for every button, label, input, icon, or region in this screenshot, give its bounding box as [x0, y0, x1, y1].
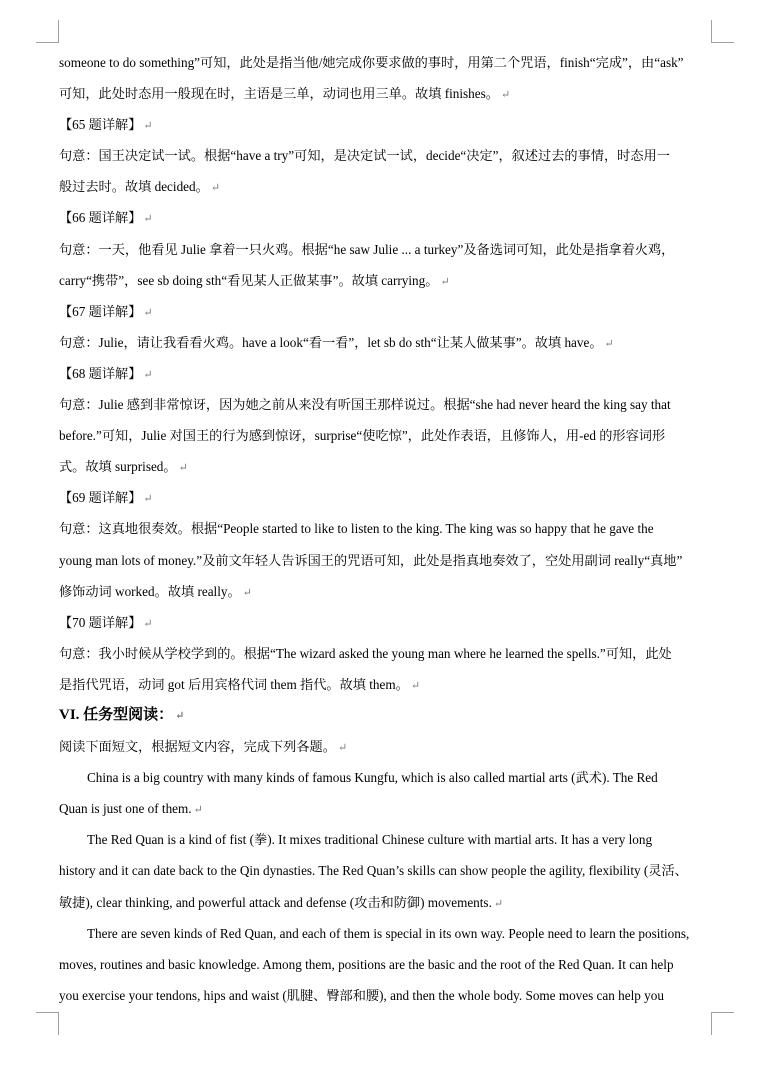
text-line [59, 824, 715, 855]
line-text: 敏捷), clear thinking, and powerful attack and defense (攻击和防御) movements. [59, 894, 492, 910]
paragraph-mark-icon: ↵ [143, 120, 153, 133]
paragraph-mark-icon: ↵ [410, 679, 421, 692]
document-body [59, 47, 715, 1011]
line-text: 修饰动词 worked。故填 really。 [59, 583, 241, 599]
text-line [59, 451, 715, 482]
paragraph-mark-icon: ↵ [604, 337, 614, 350]
text-line [59, 638, 715, 669]
text-line [59, 949, 715, 980]
paragraph-mark-icon: ↵ [242, 586, 252, 599]
line-text: young man lots of money.”及前文年轻人告诉国王的咒语可知，此处是指真地奏效了，空处用副词 really“真地” [59, 552, 683, 568]
text-line [59, 202, 715, 233]
paragraph-mark-icon: ↵ [175, 709, 185, 722]
line-text: 句意：Julie 感到非常惊讶，因为她之前从来没有听国王那样说过。根据“she had never heard the king say that [59, 397, 671, 413]
line-text: 句意：我小时候从学校学到的。根据“The wizard asked the young man where he learned the spells.”可知，此处 [59, 645, 672, 661]
text-line [59, 234, 715, 265]
line-text: 【70 题详解】 [59, 614, 142, 630]
text-line [59, 296, 715, 327]
line-text: 句意：Julie，请让我看看火鸡。have a look“看一看”，let sb do sth“让某人做某事”。故填 have。 [59, 334, 603, 350]
line-text: 式。故填 surprised。 [59, 459, 177, 475]
line-text: moves, routines and basic knowledge. Among them, positions are the basic and the root of the Red Quan. It can help [59, 956, 674, 972]
page-corner-top-left [36, 20, 59, 43]
text-line [59, 731, 715, 762]
line-text: There are seven kinds of Red Quan, and each of them is special in its own way. People need to learn the positions, [87, 925, 690, 941]
line-text: someone to do something”可知，此处是指当他/她完成你要求做的事时，用第二个咒语，finish“完成”，由“ask” [59, 55, 684, 70]
text-line [59, 855, 715, 886]
text-line [59, 793, 715, 824]
line-text: 是指代咒语，动词 got 后用宾格代词 them 指代。故填 them。 [59, 676, 409, 692]
line-text: The Red Quan is a kind of fist (拳). It mixes traditional Chinese culture with martial arts. It has a very long [87, 832, 653, 848]
text-line [59, 669, 715, 700]
text-line [59, 389, 715, 420]
paragraph-mark-icon: ↵ [143, 368, 153, 381]
paragraph-mark-icon: ↵ [143, 493, 153, 506]
line-text: you exercise your tendons, hips and waist (肌腱、臀部和腰), and then the whole body. Some moves can help you [59, 987, 664, 1003]
line-text: before.”可知，Julie 对国王的行为感到惊讶，surprise“使吃惊”，此处作表语，且修饰人，用-ed 的形容词形 [59, 428, 666, 444]
text-line [59, 420, 715, 451]
line-text: Quan is just one of them. [59, 801, 192, 817]
paragraph-mark-icon: ↵ [500, 89, 511, 102]
line-text: 【67 题详解】 [59, 303, 142, 319]
paragraph-mark-icon: ↵ [178, 462, 188, 475]
text-line [59, 980, 715, 1011]
paragraph-mark-icon: ↵ [210, 182, 221, 195]
text-line [59, 513, 715, 544]
line-text: VI. 任务型阅读： [59, 706, 174, 723]
line-text: 【65 题详解】 [59, 117, 142, 133]
line-text: history and it can date back to the Qin dynasties. The Red Quan’s skills can show people the agility, flexibility (灵活、 [59, 863, 688, 879]
text-line [59, 545, 715, 576]
line-text: 阅读下面短文，根据短文内容，完成下列各题。 [59, 739, 336, 755]
text-line [59, 607, 715, 638]
paragraph-mark-icon: ↵ [337, 742, 348, 755]
text-line [59, 482, 715, 513]
paragraph-mark-icon: ↵ [493, 897, 504, 910]
line-text: 可知，此处时态用一般现在时，主语是三单，动词也用三单。故填 finishes。 [59, 86, 499, 102]
line-text: 句意：国王决定试一试。根据“have a try”可知，是决定试一试，decide“决定”，叙述过去的事情，时态用一 [59, 148, 670, 164]
line-text: 句意：一天，他看见 Julie 拿着一只火鸡。根据“he saw Julie ... a turkey”及备选词可知，此处是指拿着火鸡， [59, 241, 675, 257]
text-line [59, 109, 715, 140]
text-line [59, 171, 715, 202]
text-line [59, 140, 715, 171]
line-text: 句意：这真地很奏效。根据“People started to like to listen to the king. The king was so happy that he gave the [59, 521, 654, 537]
paragraph-mark-icon: ↵ [440, 275, 450, 288]
line-text: 【66 题详解】 [59, 210, 142, 226]
text-line [59, 762, 715, 793]
line-text: 般过去时。故填 decided。 [59, 179, 209, 195]
paragraph-mark-icon: ↵ [143, 213, 153, 226]
paragraph-mark-icon: ↵ [143, 617, 153, 630]
line-text: 【69 题详解】 [59, 490, 142, 506]
text-line [59, 47, 715, 78]
line-text: carry“携带”，see sb doing sth“看见某人正做某事”。故填 carrying。 [59, 272, 439, 288]
paragraph-mark-icon: ↵ [193, 804, 203, 817]
text-line [59, 576, 715, 607]
page-corner-bottom-right [711, 1012, 734, 1035]
text-line [59, 265, 715, 296]
text-line [59, 78, 715, 109]
page-corner-top-right [711, 20, 734, 43]
text-line [59, 327, 715, 358]
text-line [59, 918, 715, 949]
line-text: China is a big country with many kinds of famous Kungfu, which is also called martial arts (武术). The Red [87, 770, 658, 786]
page-corner-bottom-left [36, 1012, 59, 1035]
line-text: 【68 题详解】 [59, 365, 142, 381]
text-line [59, 358, 715, 389]
paragraph-mark-icon: ↵ [143, 306, 153, 319]
text-line [59, 887, 715, 918]
section-heading [59, 700, 715, 731]
